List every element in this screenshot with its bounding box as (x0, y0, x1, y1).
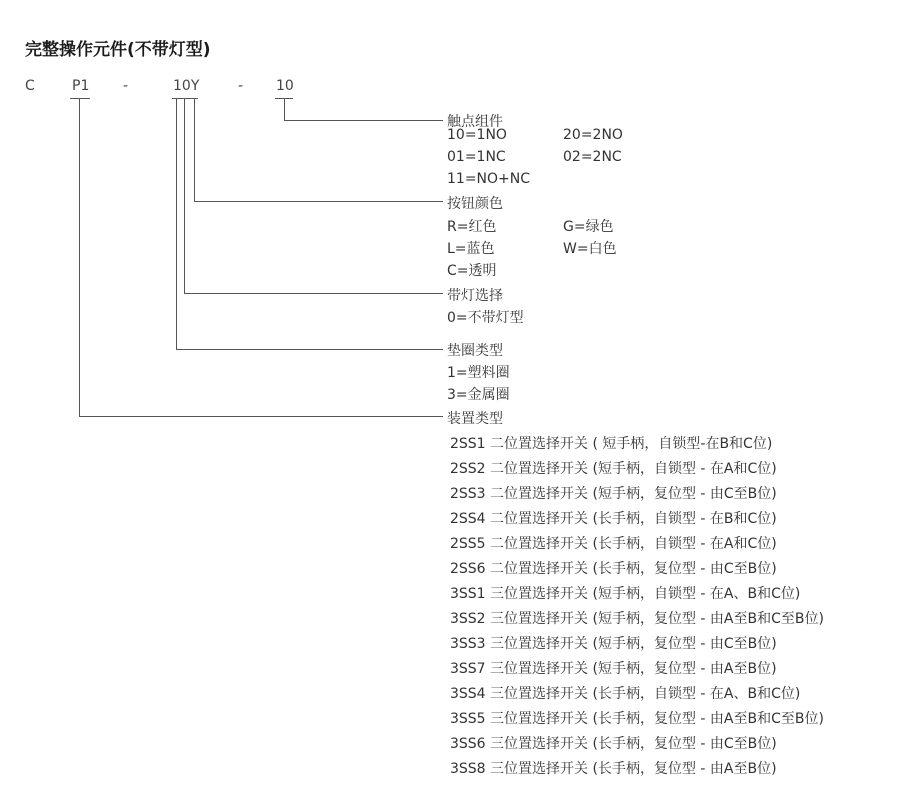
contact-option: 10=1NO (447, 127, 507, 143)
mount-option: 3SS4 三位置选择开关 (长手柄，自锁型 - 在A、B和C位) (450, 686, 801, 702)
code-option: 10Y (173, 78, 200, 94)
gasket-option: 3=金属圈 (447, 387, 510, 403)
leader-gasket-horizontal (176, 349, 443, 350)
leader-color-horizontal (194, 201, 443, 202)
mount-option: 2SS4 二位置选择开关 (长手柄，自锁型 - 在B和C位) (450, 511, 777, 527)
code-series: P1 (72, 78, 90, 94)
mount-option: 3SS8 三位置选择开关 (长手柄，复位型 - 由A至B位) (450, 761, 777, 777)
code-separator-2: - (238, 78, 244, 94)
contact-option: 02=2NC (563, 149, 622, 165)
mount-heading: 装置类型 (447, 411, 503, 427)
mount-option: 3SS6 三位置选择开关 (长手柄，复位型 - 由C至B位) (450, 736, 777, 752)
mount-option: 3SS7 三位置选择开关 (短手柄，复位型 - 由A至B位) (450, 661, 777, 677)
mount-option: 3SS1 三位置选择开关 (短手柄，自锁型 - 在A、B和C位) (450, 586, 801, 602)
color-option: W=白色 (563, 241, 617, 257)
mount-option: 3SS2 三位置选择开关 (短手柄，复位型 - 由A至B和C至B位) (450, 611, 824, 627)
leader-contact-vertical (284, 98, 285, 120)
leader-mount-vertical (79, 98, 80, 416)
leader-lamp-horizontal (184, 293, 443, 294)
color-option: R=红色 (447, 219, 497, 235)
code-separator-1: - (123, 78, 129, 94)
leader-lamp-vertical (184, 98, 185, 293)
mount-option: 2SS5 二位置选择开关 (长手柄，自锁型 - 在A和C位) (450, 536, 777, 552)
color-option: L=蓝色 (447, 241, 495, 257)
leader-mount-horizontal (79, 416, 443, 417)
contact-option: 01=1NC (447, 149, 506, 165)
mount-option: 3SS3 三位置选择开关 (短手柄，复位型 - 由C至B位) (450, 636, 777, 652)
lamp-option: 0=不带灯型 (447, 310, 524, 326)
contact-heading: 触点组件 (447, 114, 503, 130)
color-option: G=绿色 (563, 219, 614, 235)
contact-option: 11=NO+NC (447, 171, 531, 187)
leader-color-vertical (194, 98, 195, 201)
mount-option: 2SS6 二位置选择开关 (长手柄，复位型 - 由C至B位) (450, 561, 777, 577)
code-contact: 10 (276, 78, 294, 94)
color-heading: 按钮颜色 (447, 196, 503, 212)
code-prefix: C (25, 78, 35, 94)
mount-option: 2SS2 二位置选择开关 (短手柄，自锁型 - 在A和C位) (450, 461, 777, 477)
code-series-underline (70, 98, 90, 99)
lamp-heading: 带灯选择 (447, 288, 503, 304)
leader-gasket-vertical (176, 98, 177, 349)
leader-contact-horizontal (284, 120, 443, 121)
mount-option: 2SS1 二位置选择开关 ( 短手柄，自锁型-在B和C位) (450, 436, 773, 452)
mount-option: 3SS5 三位置选择开关 (长手柄，复位型 - 由A至B和C至B位) (450, 711, 824, 727)
contact-option: 20=2NO (563, 127, 623, 143)
page-title: 完整操作元件(不带灯型) (25, 40, 211, 60)
color-option: C=透明 (447, 263, 497, 279)
gasket-heading: 垫圈类型 (447, 343, 503, 359)
mount-option: 2SS3 二位置选择开关 (短手柄，复位型 - 由C至B位) (450, 486, 777, 502)
gasket-option: 1=塑料圈 (447, 365, 510, 381)
